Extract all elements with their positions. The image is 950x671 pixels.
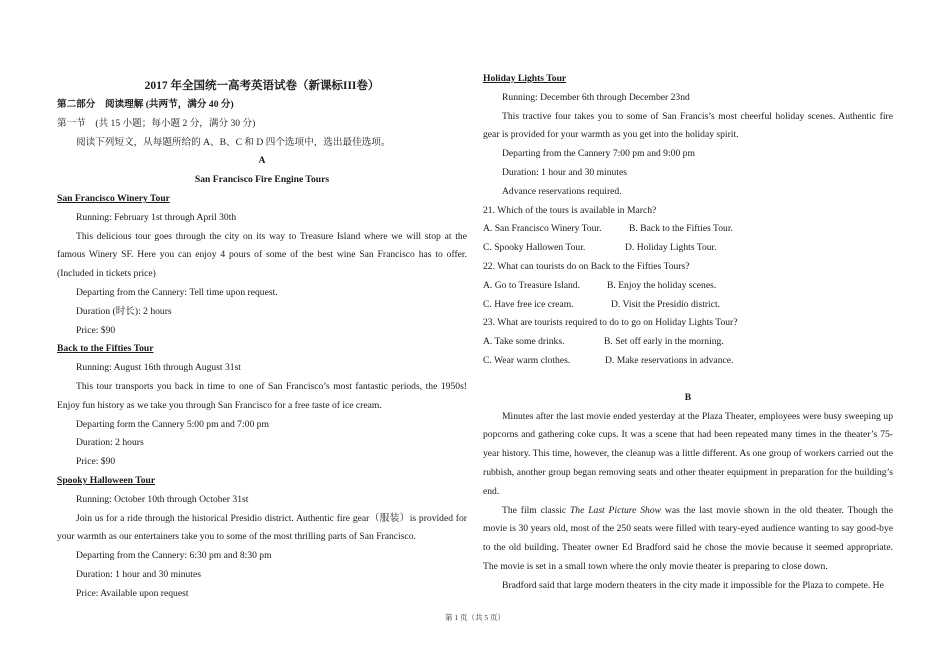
tour-running: Running: August 16th through August 31st bbox=[76, 362, 241, 374]
options-row bbox=[483, 277, 893, 296]
passage-b-paragraph: Bradford said that large modern theaters in the city made it impossible for the Plaza to compete. He bbox=[502, 579, 884, 591]
tour-description: This delicious tour goes through the city on its way to Treasure Island where we will stop at the famous Winery SF. Here you can enjoy 4 pours of some of the best wine San Francisco has to offer. (Included in tickets price) bbox=[57, 230, 467, 280]
options-row bbox=[483, 239, 893, 258]
option-c: C. Have free ice cream. bbox=[483, 298, 574, 310]
tour-running: Running: December 6th through December 23nd bbox=[502, 91, 690, 103]
tour-departing: Departing from the Cannery 7:00 pm and 9:00 pm bbox=[502, 148, 695, 160]
options-row bbox=[483, 352, 893, 371]
tour-name: Spooky Halloween Tour bbox=[57, 474, 156, 486]
tour-departing: Departing from the Cannery: 6:30 pm and 8:30 pm bbox=[76, 550, 272, 562]
instructions: 阅读下列短文，从每题所给的 A、B、C 和 D 四个选项中，选出最佳选项。 bbox=[76, 136, 391, 148]
tour-running: Running: February 1st through April 30th bbox=[76, 211, 237, 223]
tour-description: This tractive four takes you to some of San Francis’s most cheerful holiday scenes. Authentic fire gear is provided for your warmth as you get into the holiday spirit. bbox=[483, 110, 893, 141]
text-span: was the last movie shown in the old theater. Though the movie is 30 years old, most of the 250 seats were filled with teary-eyed audience wanting to say good-bye to the old building. Theater owner Ed Bradford said he chose the movie because it seemed appropriate. The movie is set in a small town where the only movie theater is preparing to close down. bbox=[483, 504, 893, 572]
option-d: D. Visit the Presidio district. bbox=[611, 298, 721, 310]
tour-advance-note: Advance reservations required. bbox=[502, 185, 622, 197]
tour-name: Holiday Lights Tour bbox=[483, 73, 567, 84]
tour-price: Price: $90 bbox=[76, 456, 116, 468]
option-b: B. Back to the Fifties Tour. bbox=[629, 223, 733, 235]
question-21: 21. Which of the tours is available in March? bbox=[483, 204, 657, 216]
text-span: The film classic bbox=[502, 504, 570, 516]
option-d: D. Holiday Lights Tour. bbox=[625, 242, 717, 254]
options-row bbox=[483, 220, 893, 239]
question-23: 23. What are tourists required to do to go on Holiday Lights Tour? bbox=[483, 317, 738, 329]
passage-b-label: B bbox=[684, 391, 692, 403]
tour-duration: Duration: 2 hours bbox=[76, 437, 144, 449]
tour-name: San Francisco Winery Tour bbox=[57, 192, 170, 204]
left-column bbox=[57, 70, 467, 604]
tour-price: Price: $90 bbox=[76, 324, 116, 336]
tour-description: Join us for a ride through the historical Presidio district. Authentic fire gear（服装）is provided for your warmth as our entertainers take you to some of the most thrilling parts of San Francisco. bbox=[57, 512, 467, 543]
option-b: B. Set off early in the morning. bbox=[604, 336, 724, 348]
tour-duration: Duration (时长): 2 hours bbox=[76, 305, 172, 317]
tour-duration: Duration: 1 hour and 30 minutes bbox=[76, 568, 201, 580]
part-heading: 第二部分 阅读理解 (共两节，满分 40 分) bbox=[57, 99, 234, 110]
tour-description: This tour transports you back in time to one of San Francisco’s most fantastic periods, the 1950s! Enjoy fun history as we take you through San Francisco for a free taste of ice cream. bbox=[57, 380, 467, 411]
tour-name: Back to the Fifties Tour bbox=[57, 343, 154, 355]
options-row bbox=[483, 333, 893, 352]
option-c: C. Wear warm clothes. bbox=[483, 354, 571, 366]
tour-running: Running: October 10th through October 31st bbox=[76, 493, 249, 505]
page-footer: 第 1 页（共 5 页） bbox=[445, 613, 505, 622]
right-column bbox=[483, 70, 893, 596]
option-c: C. Spooky Hallowen Tour. bbox=[483, 242, 586, 254]
passage-b-paragraph bbox=[483, 502, 893, 577]
passage-a-label: A bbox=[258, 155, 266, 167]
option-b: B. Enjoy the holiday scenes. bbox=[607, 279, 717, 291]
exam-title: 2017 年全国统一高考英语试卷（新课标III卷） bbox=[144, 80, 380, 92]
option-a: A. Take some drinks. bbox=[483, 336, 565, 348]
tour-departing: Departing form the Cannery 5:00 pm and 7:00 pm bbox=[76, 418, 269, 430]
passage-b-paragraph: Minutes after the last movie ended yesterday at the Plaza Theater, employees were busy sweeping up popcorns and gathering coke cups. It was a scene that had been repeated many times in the theater’s 75-year history. This time, however, the cleanup was a little different. As one group of workers carried out the rubbish, another group began removing seats and other theater equipment in preparation for the building’s end. bbox=[483, 410, 893, 497]
option-d: D. Make reservations in advance. bbox=[605, 354, 734, 366]
tour-price: Price: Available upon request bbox=[76, 587, 189, 599]
question-22: 22. What can tourists do on Back to the Fifties Tours? bbox=[483, 260, 690, 272]
option-a: A. San Francisco Winery Tour. bbox=[483, 223, 602, 235]
options-row bbox=[483, 296, 893, 315]
tour-departing: Departing from the Cannery: Tell time upon request. bbox=[76, 286, 278, 298]
tour-duration: Duration: 1 hour and 30 minutes bbox=[502, 166, 627, 178]
passage-a-heading: San Francisco Fire Engine Tours bbox=[194, 174, 330, 186]
section-heading: 第一节 (共 15 小题；每小题 2 分，满分 30 分) bbox=[57, 117, 256, 129]
option-a: A. Go to Treasure Island. bbox=[483, 279, 580, 291]
movie-title: The Last Picture Show bbox=[569, 504, 662, 516]
